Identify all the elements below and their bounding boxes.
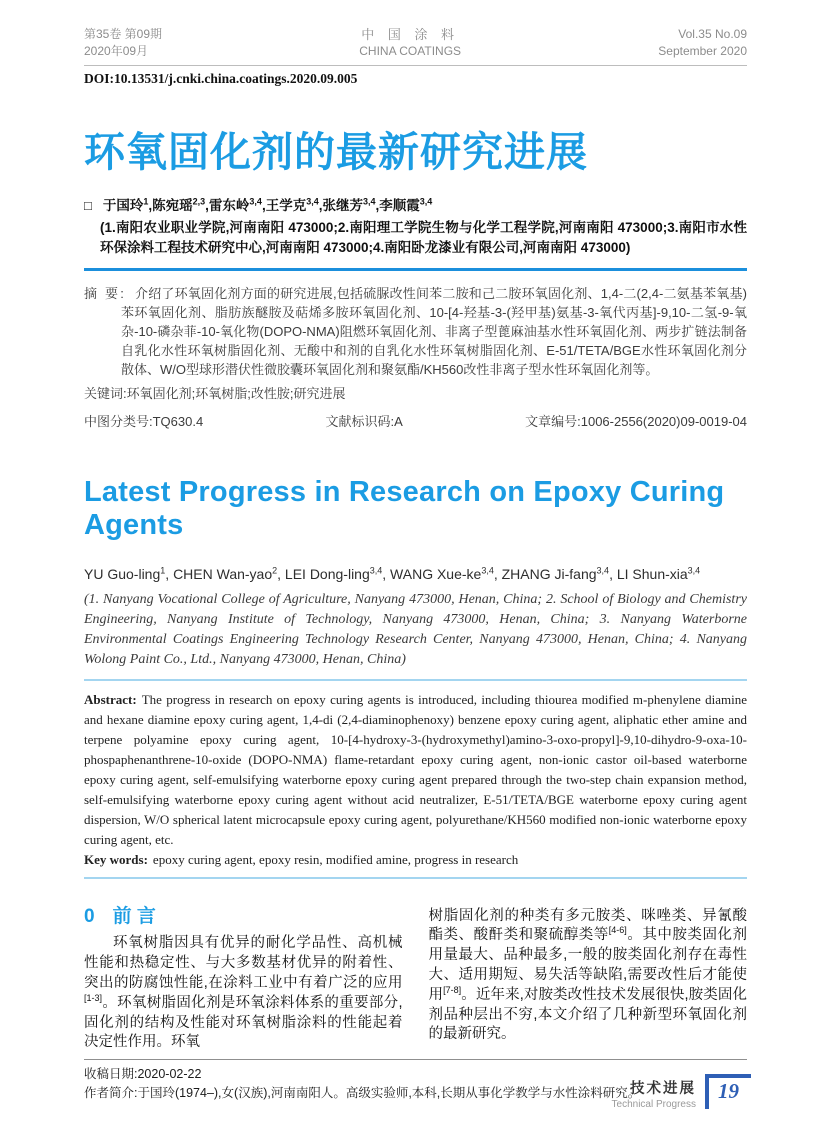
author-bio: 作者简介:于国玲(1974–),女(汉族),河南南阳人。高级实验师,本科,长期从事化学教学与水性涂料研究。 (84, 1086, 641, 1101)
volume-issue-cn: 第35卷 第09期 (84, 27, 163, 41)
volume-issue-en: Vol.35 No.09 (678, 27, 747, 41)
author-en-name: WANG Xue-ke (390, 565, 482, 582)
author-cn-sup: 3,4 (249, 196, 262, 207)
author-en-sep: , (382, 565, 391, 582)
author-cn-sep: , (261, 198, 266, 214)
section-heading (84, 907, 403, 927)
affiliations-en: (1. Nanyang Vocational College of Agriculture, Nanyang 473000, Henan, China; 2. School of Biology and Chemistry Engineering, Nanyang Institute of Technology, Nanyang 473000, Henan, China; 3. Nanyang Waterborne Environmental Coatings Engineering Technology Research Center, Nanyang 473000, Henan, China; 4. Nanyang Wolong Paint Co., Ltd., Nanyang 473000, Henan, China) (84, 591, 747, 667)
author-cn-name: 王学克 (265, 198, 307, 214)
author-cn-sep: , (148, 198, 153, 214)
intro-paragraph-left (84, 934, 403, 1053)
author-cn-sup: 1 (143, 196, 149, 207)
author-en-sup: 1 (160, 564, 166, 575)
meta-row (84, 411, 747, 430)
intro-text: 树脂固化剂的种类有多元胺类、咪唑类、异氰酸酯类、酸酐类和聚硫醇类等 (428, 907, 747, 944)
section-tag (612, 1074, 696, 1110)
footnote-divider (84, 1059, 747, 1060)
author-en-sup: 2 (272, 564, 278, 575)
author-en-sup: 3,4 (481, 564, 494, 575)
abstract-en-text: The progress in research on epoxy curing agents is introduced, including thiourea modified m-phenylene diamine and hexane diamine epoxy curing agent, 1,4-di (2,4-diaminophenoxy) benzene epoxy curing agent, aliphatic ether amine and terpene polyamine epoxy curing agent, 10-[4-hydroxy-3-(hydroxymethyl)amino-3-oxo-propyl]-9,10-dihydro-9-oxa-10-phospaphenanthrene-10-oxide (DOPO-NMA) flame-retardant epoxy curing agent, non-ionic castor oil-based waterborne epoxy curing agent, self-emulsifying waterborne epoxy curing agent prepared through the two-step chain expansion method, self-emulsifying waterborne epoxy curing agent without acid neutralizer, E-51/TETA/BGE waterborne epoxy curing agent dispersion, W/O spherical latent microcapsule epoxy curing agent, polyurethane/KH560 modified non-ionic waterborne epoxy curing agent, etc. (84, 691, 747, 847)
section-tag-cn: 技术进展 (630, 1081, 696, 1097)
received-date: 收稿日期:2020-02-22 (84, 1067, 202, 1082)
section-title: 前 言 (112, 905, 156, 927)
intro-text: 。环氧树脂固化剂是环氧涂料体系的重要部分,固化剂的结构及性能对环氧树脂涂料的性能起着决定性作用。环氧 (84, 994, 403, 1051)
abstract-cn (84, 284, 747, 379)
author-cn-sep: , (318, 198, 323, 214)
citation-ref: [7-8] (443, 985, 462, 995)
light-divider-top (84, 679, 747, 681)
keywords-en-label: Key words: (84, 851, 148, 867)
body-column-right (429, 907, 748, 1054)
journal-name-cn: 中 国 涂 料 (361, 27, 460, 42)
citation-ref: [4-6] (608, 925, 627, 936)
intro-text: 。近年来,对胺类改性技术发展很快,胺类固化剂品种层出不穷,本文介绍了几种新型环氧固化剂的最新研究。 (428, 986, 748, 1043)
author-cn-name: 雷东岭 (208, 198, 250, 214)
author-marker-square: □ (84, 198, 92, 214)
intro-paragraph-right (429, 907, 748, 1046)
abstract-cn-text: 介绍了环氧固化剂方面的研究进展,包括硫脲改性间苯二胺和己二胺环氧固化剂、1,4-二(2,4-二氨基苯氧基)苯环氧固化剂、脂肪族醚胺及萜烯多胺环氧固化剂、10-[4-羟基-3-(羟甲基)氨基-3-氧代丙基]-9,10-二氢-9-氧杂-10-磷杂菲-10-氧化物(DOPO-NMA)阻燃环氧固化剂、非离子型蓖麻油基水性环氧固化剂、两步扩链法制备自乳化水性环氧树脂固化剂、无酸中和剂的自乳化水性环氧树脂固化剂、E-51/TETA/BGE水性环氧固化剂分散体、W/O型球形潜伏性微胶囊环氧固化剂和聚氨酯/KH560改性非离子型水性环氧固化剂等。 (121, 285, 747, 377)
abstract-en-label: Abstract: (84, 691, 137, 707)
affiliations-cn: (1.南阳农业职业学院,河南南阳 473000;2.南阳理工学院生物与化学工程学院,河南南阳 473000;3.南阳市水性环保涂料工程技术研究中心,河南南阳 473000;4.南阳卧龙漆业有限公司,河南南阳 473000) (100, 220, 747, 256)
date-en: September 2020 (658, 44, 747, 58)
abstract-en (84, 690, 747, 850)
author-en-sup: 3,4 (596, 564, 610, 575)
article-title-cn: 环氧固化剂的最新研究进展 (84, 129, 588, 175)
authors-cn (84, 194, 747, 214)
header-center (359, 26, 461, 60)
header-left (84, 26, 162, 60)
body-column-left (84, 907, 403, 1054)
author-cn-name: 陈宛瑶 (152, 198, 193, 214)
author-cn-name: 于国玲 (102, 198, 144, 214)
author-en-name: LI Shun-xia (616, 565, 688, 582)
author-en-sup: 3,4 (369, 564, 383, 575)
keywords-cn (84, 383, 747, 402)
author-cn-sep: , (205, 198, 209, 214)
article-title-en: Latest Progress in Research on Epoxy Curing Agents (84, 475, 725, 541)
author-cn-name: 李顺霞 (379, 198, 420, 214)
intro-text: 环氧树脂因具有优异的耐化学品性、高机械性能和热稳定性、与大多数基材优异的附着性、突出的防腐蚀性能,在涂料工业中有着广泛的应用 (84, 935, 403, 992)
author-en-sup: 3,4 (687, 564, 701, 575)
author-en-name: LEI Dong-ling (284, 565, 370, 582)
page-number: 19 (718, 1079, 739, 1103)
author-en-name: ZHANG Ji-fang (501, 565, 597, 582)
intro-text: 。其中胺类固化剂用量最大、品种最多,一般的胺类固化剂存在毒性大、适用期短、易失活等缺陷,需要改性后才能使用 (428, 927, 748, 1003)
doi: DOI:10.13531/j.cnki.china.coatings.2020.09.005 (84, 71, 358, 86)
authors-en (84, 566, 747, 582)
section-tag-en: Technical Progress (611, 1099, 696, 1110)
clc-number: 中图分类号:TQ630.4 (84, 413, 204, 429)
author-en-sep: , (609, 565, 617, 582)
author-en-name: YU Guo-ling (84, 565, 161, 582)
journal-name-en: CHINA COATINGS (359, 44, 462, 58)
author-en-sep: , (493, 565, 502, 582)
author-cn-name: 张继芳 (322, 198, 363, 214)
document-code: 文献标识码:A (325, 413, 403, 429)
keywords-en-text: epoxy curing agent, epoxy resin, modified amine, progress in research (152, 851, 519, 867)
keywords-cn-text: 环氧固化剂;环氧树脂;改性胺;研究进展 (126, 385, 346, 401)
article-id: 文章编号:1006-2556(2020)09-0019-04 (525, 413, 747, 429)
accent-divider (84, 268, 747, 271)
page-tag (612, 1074, 751, 1110)
page-number-box (705, 1074, 751, 1109)
citation-ref: [1-3] (84, 993, 103, 1003)
light-divider-bottom (84, 877, 747, 879)
author-cn-sup: 2,3 (192, 196, 206, 207)
author-en-sep: , (277, 565, 285, 582)
journal-header (84, 26, 747, 66)
author-cn-sep: , (375, 198, 380, 214)
author-en-name: CHEN Wan-yao (173, 565, 273, 582)
author-en-sep: , (165, 565, 174, 582)
section-number: 0 (84, 905, 95, 927)
body-columns (84, 907, 747, 1054)
keywords-en (84, 852, 747, 868)
author-cn-sup: 3,4 (419, 196, 433, 207)
keywords-cn-label: 关键词: (84, 385, 127, 401)
date-cn: 2020年09月 (84, 44, 149, 58)
abstract-cn-label: 摘 要: (84, 285, 126, 301)
author-cn-sup: 3,4 (362, 196, 376, 207)
header-right (658, 26, 747, 60)
author-cn-sup: 3,4 (306, 196, 319, 207)
